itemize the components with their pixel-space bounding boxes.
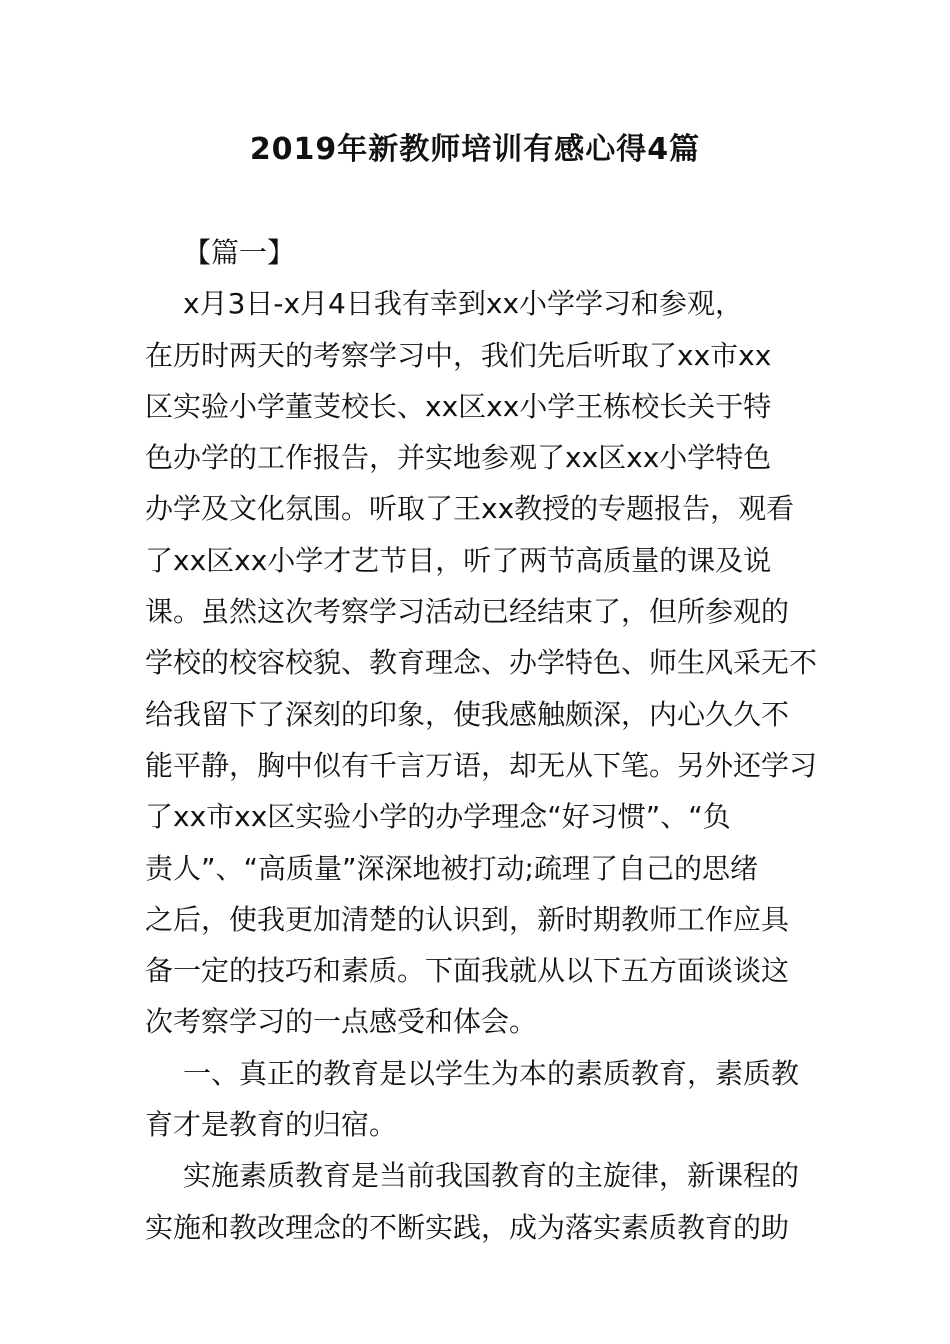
paragraph-line: x月3日-x月4日我有幸到xx小学学习和参观，	[183, 287, 744, 321]
document-body	[145, 227, 818, 1253]
paragraph-line: 了xx市xx区实验小学的办学理念“好习惯”、“负	[145, 800, 731, 834]
paragraph-line: 育才是教育的归宿。	[145, 1108, 398, 1142]
paragraph-line: 能平静，胸中似有千言万语，却无从下笔。另外还学习	[145, 748, 818, 782]
paragraph-line: 办学及文化氛围。听取了王xx教授的专题报告，观看	[145, 492, 795, 526]
paragraph-line: 实施素质教育是当前我国教育的主旋律，新课程的	[183, 1159, 800, 1193]
paragraph-line: 之后，使我更加清楚的认识到，新时期教师工作应具	[145, 902, 790, 936]
paragraph-line: 课。虽然这次考察学习活动已经结束了，但所参观的	[145, 595, 790, 629]
paragraph-line: 在历时两天的考察学习中，我们先后听取了xx市xx	[145, 338, 772, 372]
paragraph-line: 了xx区xx小学才艺节目，听了两节高质量的课及说	[145, 543, 772, 577]
paragraph-line: 色办学的工作报告，并实地参观了xx区xx小学特色	[145, 441, 772, 475]
paragraph-line: 一、真正的教育是以学生为本的素质教育，素质教	[183, 1056, 800, 1090]
paragraph-line: 次考察学习的一点感受和体会。	[145, 1005, 538, 1039]
paragraph-line: 学校的校容校貌、教育理念、办学特色、师生风采无不	[145, 646, 818, 680]
paragraph-line: 实施和教改理念的不断实践，成为落实素质教育的助	[145, 1210, 790, 1244]
document-title: 2019年新教师培训有感心得4篇	[249, 132, 701, 167]
paragraph-line: 区实验小学董芰校长、xx区xx小学王栋校长关于特	[145, 389, 772, 423]
paragraph-line: 责人”、“高质量”深深地被打动;疏理了自己的思绪	[145, 851, 758, 885]
section-heading: 【篇一】	[183, 236, 296, 269]
paragraph-line: 备一定的技巧和素质。下面我就从以下五方面谈谈这	[145, 954, 790, 988]
paragraph-line: 给我留下了深刻的印象，使我感触颇深，内心久久不	[145, 697, 790, 731]
